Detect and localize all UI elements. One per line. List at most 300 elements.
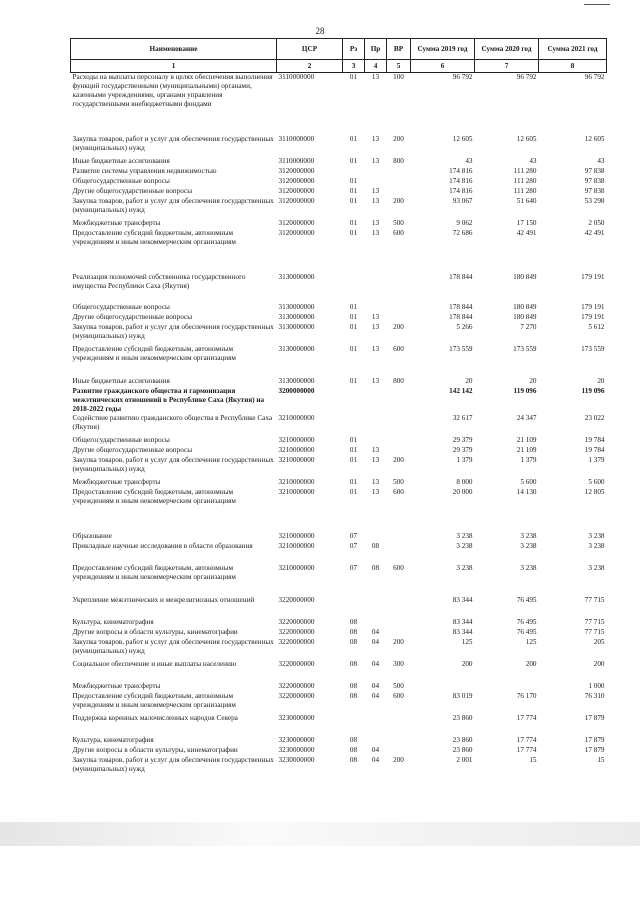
row-sum-2019: 83 344 [452, 627, 473, 636]
row-name: Культура, кинематография [72, 617, 154, 626]
table-row [71, 542, 607, 564]
row-sum-2020: 17 774 [516, 713, 537, 722]
row-csr: 3220000000 [278, 681, 315, 690]
row-name: Развитие системы управления недвижимостью [72, 166, 217, 175]
row-sum-2019: 142 142 [449, 386, 473, 395]
row-sum-2019: 200 [461, 659, 473, 668]
table-row [71, 692, 607, 714]
row-sum-2020: 17 774 [516, 745, 537, 754]
row-name: Расходы на выплаты персоналу в целях обеспечения выполнения функций государственными (муниципальными) органами, казенными учреждениями, органами управления государственными внебюджетными фондами [72, 73, 273, 108]
row-sum-2021: 17 879 [584, 735, 605, 744]
table-row [71, 167, 607, 177]
row-rz: 01 [349, 344, 358, 353]
row-vr: 100 [393, 73, 404, 81]
row-sum-2019: 173 559 [449, 344, 473, 353]
row-name: Образование [72, 531, 112, 540]
row-csr: 3120000000 [278, 186, 315, 195]
row-name: Реализация полномочий собственника государственного имущества Республики Саха (Якутия) [72, 272, 246, 290]
row-pr [365, 303, 387, 313]
row-vr [387, 542, 411, 564]
row-sum-2021: 1 000 [588, 681, 605, 690]
row-rz: 01 [349, 487, 358, 496]
row-sum-2021: 97 838 [584, 186, 605, 195]
row-rz: 07 [349, 563, 358, 572]
row-sum-2019: 29 379 [452, 445, 473, 454]
row-name: Закупка товаров, работ и услуг для обеспечения государственных (муниципальных) нужд [72, 134, 274, 152]
row-rz: 01 [349, 156, 358, 165]
column-index-row [71, 60, 607, 73]
row-vr: 500 [393, 218, 404, 227]
row-vr: 600 [393, 691, 404, 700]
row-sum-2020 [475, 682, 539, 692]
row-csr: 3210000000 [278, 445, 315, 454]
row-rz: 08 [349, 755, 358, 764]
row-sum-2021: 200 [593, 659, 605, 668]
table-row [71, 532, 607, 542]
row-sum-2019: 9 062 [456, 218, 473, 227]
scan-smudge [0, 822, 640, 846]
row-sum-2021: 205 [593, 637, 605, 646]
row-rz: 08 [349, 681, 358, 690]
row-name: Другие вопросы в области культуры, кинематографии [72, 627, 238, 636]
row-sum-2019: 43 [465, 156, 473, 165]
row-rz [343, 596, 365, 618]
row-name: Иные бюджетные ассигнования [72, 156, 170, 165]
table-row [71, 618, 607, 628]
row-rz: 01 [349, 445, 358, 454]
row-sum-2019: 174 816 [449, 166, 473, 175]
row-csr: 3130000000 [278, 302, 315, 311]
row-name: Поддержка коренных малочисленных народов Севера [72, 713, 238, 722]
row-vr: 500 [393, 477, 404, 486]
row-sum-2021: 17 879 [584, 745, 605, 754]
row-name: Предоставление субсидий бюджетным, автономным учреждениям и иным некоммерческим организациям [72, 344, 236, 362]
row-csr: 3200000000 [278, 386, 315, 395]
row-pr [365, 436, 387, 446]
row-pr: 13 [371, 134, 380, 143]
row-vr: 600 [393, 228, 404, 237]
row-sum-2020: 76 495 [516, 627, 537, 636]
row-name: Прикладные научные исследования в области образования [72, 541, 253, 550]
row-sum-2019: 72 686 [452, 228, 473, 237]
row-sum-2019: 83 344 [452, 617, 473, 626]
row-sum-2021: 179 191 [581, 312, 605, 321]
row-sum-2019: 1 379 [456, 455, 473, 464]
row-vr [387, 414, 411, 436]
row-vr [387, 596, 411, 618]
row-csr: 3210000000 [278, 477, 315, 486]
table-row [71, 478, 607, 488]
row-vr [387, 446, 411, 456]
row-vr [387, 273, 411, 303]
row-vr: 200 [393, 637, 404, 646]
row-name: Развитие гражданского общества и гармонизация межэтнических отношений в Республике Саха (Якутия) на 2018-2022 годы [72, 386, 265, 413]
row-vr [387, 532, 411, 542]
row-sum-2021: 23 022 [584, 413, 605, 422]
row-csr: 3120000000 [278, 196, 315, 205]
row-pr: 13 [371, 186, 380, 195]
row-csr: 3130000000 [278, 344, 315, 353]
row-vr: 200 [393, 134, 404, 143]
row-sum-2020: 119 096 [513, 386, 537, 395]
header-pr: Пр [365, 39, 387, 60]
row-name: Другие общегосударственные вопросы [72, 445, 193, 454]
row-name: Закупка товаров, работ и услуг для обеспечения государственных (муниципальных) нужд [72, 322, 274, 340]
row-vr [387, 313, 411, 323]
row-csr: 3210000000 [278, 413, 315, 422]
row-sum-2019: 174 816 [449, 186, 473, 195]
row-vr: 600 [393, 344, 404, 353]
row-csr: 3220000000 [278, 637, 315, 646]
row-pr [365, 714, 387, 736]
row-sum-2019: 83 344 [452, 595, 473, 604]
row-csr: 3130000000 [278, 376, 315, 385]
table-row [71, 682, 607, 692]
row-sum-2020: 76 495 [516, 595, 537, 604]
row-sum-2019: 8 000 [456, 477, 473, 486]
row-sum-2020: 180 849 [513, 272, 537, 281]
row-sum-2020: 125 [525, 637, 537, 646]
row-pr: 13 [371, 156, 380, 165]
row-csr: 3230000000 [278, 713, 315, 722]
row-csr: 3210000000 [278, 541, 315, 550]
row-vr: 600 [393, 563, 404, 572]
row-sum-2021: 77 715 [584, 595, 605, 604]
budget-table [70, 38, 607, 778]
row-pr [365, 273, 387, 303]
row-rz: 01 [349, 455, 358, 464]
row-pr: 04 [371, 627, 380, 636]
row-sum-2020: 111 280 [513, 186, 537, 195]
row-csr: 3230000000 [278, 745, 315, 754]
row-sum-2020: 42 491 [516, 228, 537, 237]
row-pr [365, 596, 387, 618]
row-rz: 01 [349, 302, 358, 311]
row-sum-2020: 5 600 [520, 477, 537, 486]
row-name: Общегосударственные вопросы [72, 435, 170, 444]
row-rz: 01 [349, 186, 358, 195]
row-sum-2019: 23 860 [452, 713, 473, 722]
row-sum-2021: 77 715 [584, 627, 605, 636]
row-sum-2021: 3 238 [588, 563, 605, 572]
row-rz: 01 [349, 176, 358, 185]
row-vr: 800 [393, 156, 404, 165]
row-sum-2021: 77 715 [584, 617, 605, 626]
row-sum-2019: 32 617 [452, 413, 473, 422]
row-csr: 3210000000 [278, 455, 315, 464]
row-rz: 08 [349, 735, 358, 744]
row-csr: 3220000000 [278, 617, 315, 626]
table-row [71, 638, 607, 660]
row-csr: 3130000000 [278, 322, 315, 331]
row-vr [387, 167, 411, 177]
table-row [71, 660, 607, 682]
row-rz [343, 414, 365, 436]
header-vr: ВР [387, 39, 411, 60]
table-row [71, 219, 607, 229]
row-sum-2021: 3 238 [588, 531, 605, 540]
row-rz: 08 [349, 659, 358, 668]
row-name: Социальное обеспечение и иные выплаты населению [72, 659, 237, 668]
table-row [71, 73, 607, 135]
table-row [71, 488, 607, 532]
table-row [71, 187, 607, 197]
row-name: Межбюджетные трансферты [72, 681, 161, 690]
row-sum-2021: 12 605 [584, 134, 605, 143]
row-sum-2020: 20 [529, 376, 537, 385]
row-sum-2021: 17 879 [584, 713, 605, 722]
row-pr: 04 [371, 691, 380, 700]
row-pr: 08 [371, 563, 380, 572]
row-pr: 13 [371, 218, 380, 227]
row-pr: 13 [371, 228, 380, 237]
row-vr: 200 [393, 196, 404, 205]
table-row [71, 714, 607, 736]
row-sum-2020: 96 792 [516, 73, 537, 81]
row-pr [365, 618, 387, 628]
row-sum-2021: 173 559 [581, 344, 605, 353]
row-csr: 3230000000 [278, 755, 315, 764]
header-2021: Сумма 2021 год [539, 39, 607, 60]
row-sum-2021: 179 191 [581, 302, 605, 311]
row-sum-2020: 51 640 [516, 196, 537, 205]
row-name: Иные бюджетные ассигнования [72, 376, 170, 385]
row-sum-2021: 3 238 [588, 541, 605, 550]
row-csr: 3210000000 [278, 487, 315, 496]
row-vr [387, 436, 411, 446]
row-name: Закупка товаров, работ и услуг для обеспечения государственных (муниципальных) нужд [72, 755, 274, 773]
row-csr: 3130000000 [278, 312, 315, 321]
row-name: Другие общегосударственные вопросы [72, 186, 193, 195]
row-rz: 07 [349, 531, 358, 540]
row-sum-2021: 19 784 [584, 435, 605, 444]
row-sum-2019: 83 019 [452, 691, 473, 700]
row-csr: 3120000000 [278, 166, 315, 175]
row-sum-2021: 53 298 [584, 196, 605, 205]
row-sum-2020: 180 849 [513, 302, 537, 311]
row-csr: 3220000000 [278, 691, 315, 700]
row-sum-2020: 111 280 [513, 166, 537, 175]
row-vr: 500 [393, 681, 404, 690]
row-csr: 3220000000 [278, 595, 315, 604]
row-name: Предоставление субсидий бюджетным, автономным учреждениям и иным некоммерческим организациям [72, 563, 236, 581]
header-name: Наименование [71, 39, 277, 60]
row-sum-2021: 15 [597, 755, 605, 764]
row-rz: 08 [349, 745, 358, 754]
row-sum-2020: 3 238 [520, 541, 537, 550]
row-sum-2019: 23 860 [452, 745, 473, 754]
row-pr: 13 [371, 487, 380, 496]
table-row [71, 414, 607, 436]
row-sum-2021: 12 805 [584, 487, 605, 496]
table-row [71, 377, 607, 387]
row-rz: 01 [349, 477, 358, 486]
row-pr [365, 167, 387, 177]
row-pr: 13 [371, 477, 380, 486]
row-csr: 3110000000 [278, 156, 315, 165]
column-index: 7 [475, 60, 539, 73]
row-vr [387, 746, 411, 756]
row-pr [365, 532, 387, 542]
row-sum-2021: 96 792 [584, 73, 605, 81]
table-row [71, 436, 607, 446]
table-row [71, 746, 607, 756]
row-sum-2019: 23 860 [452, 735, 473, 744]
row-rz: 01 [349, 218, 358, 227]
row-sum-2019: 96 792 [452, 73, 473, 81]
row-sum-2019: 29 379 [452, 435, 473, 444]
table-row [71, 456, 607, 478]
row-pr: 13 [371, 445, 380, 454]
row-pr: 08 [371, 541, 380, 550]
table-row [71, 628, 607, 638]
row-sum-2020: 76 495 [516, 617, 537, 626]
row-sum-2019: 178 844 [449, 302, 473, 311]
row-name: Закупка товаров, работ и услуг для обеспечения государственных (муниципальных) нужд [72, 196, 274, 214]
row-sum-2020: 3 238 [520, 531, 537, 540]
column-index: 3 [343, 60, 365, 73]
row-sum-2021: 97 838 [584, 176, 605, 185]
row-sum-2021: 42 491 [584, 228, 605, 237]
row-sum-2021: 179 191 [581, 272, 605, 281]
row-name: Предоставление субсидий бюджетным, автономным учреждениям и иным некоммерческим организациям [72, 691, 236, 709]
row-vr [387, 387, 411, 414]
row-vr [387, 628, 411, 638]
row-name: Культура, кинематография [72, 735, 154, 744]
row-csr: 3210000000 [278, 435, 315, 444]
row-pr: 04 [371, 681, 380, 690]
column-index: 5 [387, 60, 411, 73]
row-vr: 200 [393, 455, 404, 464]
row-sum-2019: 178 844 [449, 312, 473, 321]
table-row [71, 564, 607, 596]
row-name: Укрепление межэтнических и межрелигиозных отношений [72, 595, 255, 604]
table-row [71, 229, 607, 273]
row-pr: 04 [371, 659, 380, 668]
row-rz: 01 [349, 322, 358, 331]
row-csr: 3220000000 [278, 627, 315, 636]
row-sum-2020: 14 130 [516, 487, 537, 496]
row-sum-2020: 111 280 [513, 176, 537, 185]
row-sum-2019: 178 844 [449, 272, 473, 281]
row-sum-2020: 1 379 [520, 455, 537, 464]
row-sum-2020: 12 605 [516, 134, 537, 143]
row-vr [387, 187, 411, 197]
table-row [71, 736, 607, 746]
row-sum-2019: 93 067 [452, 196, 473, 205]
row-name: Общегосударственные вопросы [72, 302, 170, 311]
row-sum-2020: 7 270 [520, 322, 537, 331]
row-rz: 08 [349, 627, 358, 636]
row-sum-2019: 3 238 [456, 531, 473, 540]
row-name: Межбюджетные трансферты [72, 218, 161, 227]
row-sum-2021: 2 050 [588, 218, 605, 227]
corner-mark [584, 4, 610, 5]
table-row [71, 756, 607, 778]
row-pr: 13 [371, 376, 380, 385]
row-sum-2021: 20 [597, 376, 605, 385]
row-rz: 08 [349, 691, 358, 700]
row-name: Содействие развитию гражданского общества в Республике Саха (Якутия) [72, 413, 273, 431]
header-row [71, 39, 607, 60]
row-rz: 01 [349, 196, 358, 205]
row-csr: 3210000000 [278, 563, 315, 572]
table-row [71, 303, 607, 313]
table-row [71, 387, 607, 414]
row-vr: 200 [393, 755, 404, 764]
row-pr: 13 [371, 73, 380, 81]
row-csr: 3120000000 [278, 228, 315, 237]
row-sum-2021: 43 [597, 156, 605, 165]
row-rz: 08 [349, 637, 358, 646]
page-number: 28 [315, 26, 325, 36]
row-pr: 13 [371, 312, 380, 321]
row-csr: 3230000000 [278, 735, 315, 744]
table-row [71, 157, 607, 167]
row-name: Общегосударственные вопросы [72, 176, 170, 185]
row-sum-2020: 76 170 [516, 691, 537, 700]
row-sum-2019 [411, 682, 475, 692]
row-vr [387, 736, 411, 746]
row-sum-2021: 76 310 [584, 691, 605, 700]
row-name: Предоставление субсидий бюджетным, автономным учреждениям и иным некоммерческим организациям [72, 228, 236, 246]
row-sum-2021: 97 838 [584, 166, 605, 175]
row-sum-2020: 17 150 [516, 218, 537, 227]
row-rz: 01 [349, 376, 358, 385]
row-pr: 04 [371, 637, 380, 646]
column-index: 4 [365, 60, 387, 73]
row-rz: 01 [349, 73, 358, 81]
row-pr: 13 [371, 344, 380, 353]
row-rz: 01 [349, 435, 358, 444]
row-csr: 3120000000 [278, 218, 315, 227]
row-pr: 13 [371, 455, 380, 464]
row-vr [387, 714, 411, 736]
row-vr: 200 [393, 322, 404, 331]
row-name: Межбюджетные трансферты [72, 477, 161, 486]
row-pr: 04 [371, 755, 380, 764]
row-csr: 3220000000 [278, 659, 315, 668]
row-sum-2021: 5 612 [588, 322, 605, 331]
row-name: Другие вопросы в области культуры, кинематографии [72, 745, 238, 754]
row-rz: 01 [349, 134, 358, 143]
row-csr: 3210000000 [278, 531, 315, 540]
row-name: Предоставление субсидий бюджетным, автономным учреждениям и иным некоммерческим организациям [72, 487, 236, 505]
table-row [71, 313, 607, 323]
row-sum-2020: 21 109 [516, 445, 537, 454]
row-csr: 3110000000 [278, 73, 315, 81]
table-row [71, 596, 607, 618]
column-index: 8 [539, 60, 607, 73]
row-vr [387, 177, 411, 187]
row-sum-2020: 43 [529, 156, 537, 165]
row-sum-2020: 180 849 [513, 312, 537, 321]
row-rz [343, 714, 365, 736]
row-pr: 04 [371, 745, 380, 754]
row-sum-2020: 15 [529, 755, 537, 764]
row-sum-2019: 5 266 [456, 322, 473, 331]
table-row [71, 177, 607, 187]
row-rz [343, 273, 365, 303]
row-vr [387, 303, 411, 313]
row-vr: 600 [393, 487, 404, 496]
row-sum-2021: 119 096 [581, 386, 605, 395]
row-vr [387, 618, 411, 628]
row-sum-2021: 19 784 [584, 445, 605, 454]
row-sum-2019: 125 [461, 637, 473, 646]
column-index: 6 [411, 60, 475, 73]
row-sum-2021: 1 379 [588, 455, 605, 464]
